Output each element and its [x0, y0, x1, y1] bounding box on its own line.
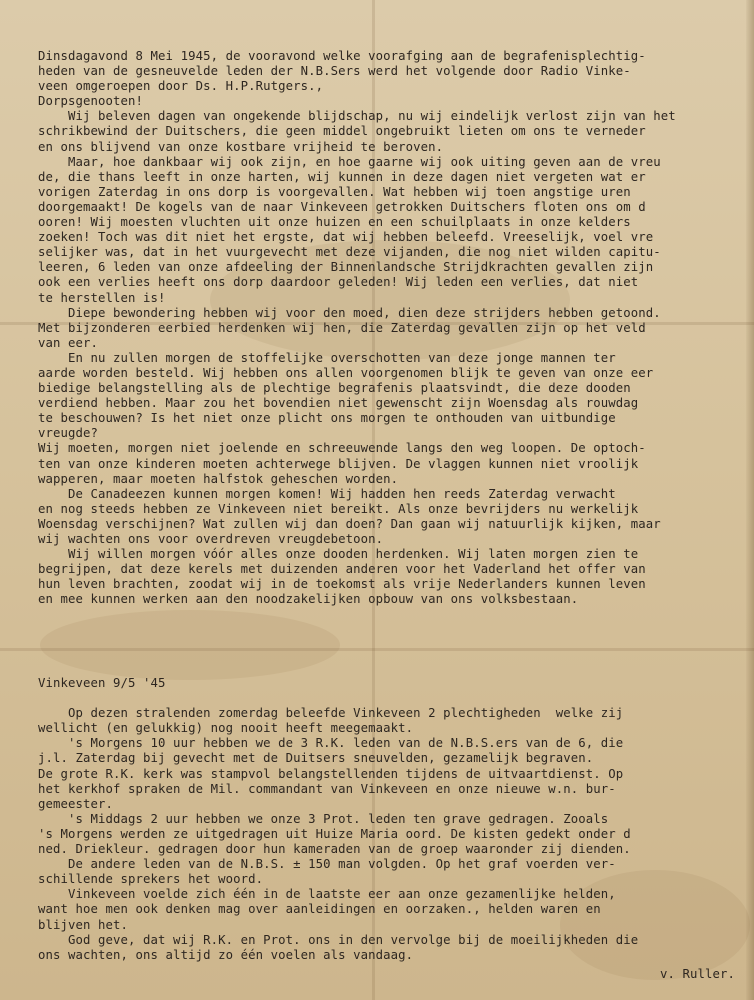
text-line: en nog steeds hebben ze Vinkeveen niet bereikt. Als onze bevrijders nu werkelijk — [38, 501, 639, 516]
text-line: vreugde? — [38, 426, 99, 441]
text-line: Wij willen morgen vóór alles onze dooden herdenken. Wij laten morgen zien te — [38, 547, 639, 562]
text-line: de, die thans leeft in onze harten, wij kunnen in deze dagen niet vergeten wat er — [38, 169, 646, 184]
text-line: De grote R.K. kerk was stampvol belangstellenden tijdens de uitvaartdienst. Op — [38, 766, 624, 781]
text-line: en mee kunnen werken aan den noodzakelijken opbouw van ons volksbestaan. — [38, 592, 579, 607]
text-line: te herstellen is! — [38, 290, 166, 305]
text-line: want hoe men ook denken mag over aanleidingen en oorzaken., helden waren en — [38, 902, 601, 917]
signature: v. Ruller. — [660, 967, 736, 981]
text-line: God geve, dat wij R.K. en Prot. ons in den vervolge bij de moeilijkheden die — [38, 932, 639, 947]
text-line: Dorpsgenooten! — [38, 94, 144, 109]
text-line: veen omgeroepen door Ds. H.P.Rutgers., — [38, 79, 324, 94]
text-line: en ons blijvend van onze kostbare vrijheid te beroven. — [38, 139, 444, 154]
text-line: wellicht (en gelukkig) nog nooit heeft meegemaakt. — [38, 721, 414, 736]
text-line: vorigen Zaterdag in ons dorp is voorgevallen. Wat hebben wij toen angstige uren — [38, 184, 631, 199]
text-line: 's Middags 2 uur hebben we onze 3 Prot. leden ten grave gedragen. Zooals — [38, 811, 609, 826]
text-line: begrijpen, dat deze kerels met duizenden anderen voor het Vaderland het offer van — [38, 562, 646, 577]
text-line: Vinkeveen 9/5 '45 — [38, 676, 166, 690]
paper-stain — [40, 610, 340, 680]
text-line: doorgemaakt! De kogels van de naar Vinkeveen getrokken Duitschers floten ons om d — [38, 199, 646, 214]
text-line: ooren! Wij moesten vluchten uit onze huizen en een schuilplaats in onze kelders — [38, 215, 631, 230]
text-line: te beschouwen? Is het niet onze plicht ons morgen te onthouden van uitbundige — [38, 411, 616, 426]
text-line: ons wachten, ons altijd zo één voelen als vandaag. — [38, 947, 414, 962]
text-line: leeren, 6 leden van onze afdeeling der Binnenlandsche Strijdkrachten gevallen zijn — [38, 260, 654, 275]
text-line: Wij moeten, morgen niet joelende en schreeuwende langs den weg loopen. De optoch- — [38, 441, 646, 456]
text-line: De andere leden van de N.B.S. ± 150 man volgden. Op het graf voerden ver- — [38, 857, 616, 872]
text-line: biedige belangstelling als de plechtige begrafenis plaatsvindt, die deze dooden — [38, 381, 631, 396]
text-line: Woensdag verschijnen? Wat zullen wij dan doen? Dan gaan wij natuurlijk kijken, maar — [38, 516, 661, 531]
text-line: Op dezen stralenden zomerdag beleefde Vinkeveen 2 plechtigheden welke zij — [38, 706, 624, 721]
text-line: 's Morgens 10 uur hebben we de 3 R.K. leden van de N.B.S.ers van de 6, die — [38, 736, 624, 751]
text-line: wij wachten ons voor overdreven vreugdebetoon. — [38, 532, 384, 546]
text-line: van eer. — [38, 335, 99, 350]
text-line: gemeester. — [38, 796, 114, 811]
text-line: ten van onze kinderen moeten achterwege blijven. De vlaggen kunnen niet vroolijk — [38, 456, 639, 471]
broadcast-text — [38, 49, 750, 607]
text-line: Vinkeveen voelde zich één in de laatste eer aan onze gezamenlijke helden, — [38, 887, 616, 902]
text-line: De Canadeezen kunnen morgen komen! Wij hadden hen reeds Zaterdag verwacht — [38, 486, 616, 501]
text-line: schrikbewind der Duitschers, die geen middel ongebruikt lieten om ons te verneder — [38, 124, 646, 139]
report-text — [38, 676, 750, 963]
text-line: selijker was, dat in het vuurgevecht met deze vijanden, die nog niet wilden capitu- — [38, 245, 661, 260]
text-line: Maar, hoe dankbaar wij ook zijn, en hoe gaarne wij ook uiting geven aan de vreu — [38, 154, 661, 169]
text-line — [38, 691, 750, 706]
text-line: j.l. Zaterdag bij gevecht met de Duitsers sneuvelden, gezamelijk begraven. — [38, 751, 594, 766]
text-line: Wij beleven dagen van ongekende blijdschap, nu wij eindelijk verlost zijn van het — [38, 109, 676, 124]
text-line: aarde worden besteld. Wij hebben ons allen voorgenomen blijk te geven van onze eer — [38, 365, 654, 380]
text-line: En nu zullen morgen de stoffelijke overschotten van deze jonge mannen ter — [38, 350, 616, 365]
text-line: zoeken! Toch was dit niet het ergste, dat wij hebben beleefd. Vreeselijk, voel vre — [38, 230, 654, 245]
text-line: heden van de gesneuvelde leden der N.B.Sers werd het volgende door Radio Vinke- — [38, 64, 631, 79]
text-line: Diepe bewondering hebben wij voor den moed, dien deze strijders hebben getoond. — [38, 305, 661, 320]
text-line: schillende sprekers het woord. — [38, 872, 264, 887]
text-line: 's Morgens werden ze uitgedragen uit Huize Maria oord. De kisten gedekt onder d — [38, 826, 631, 841]
text-line: verdiend hebben. Maar zou het bovendien niet gewenscht zijn Woensdag als rouwdag — [38, 396, 639, 411]
text-line: wapperen, maar moeten halfstok geheschen worden. — [38, 471, 399, 486]
text-line: hun leven brachten, zoodat wij in de toekomst als vrije Nederlanders kunnen leven — [38, 577, 646, 592]
text-line: Dinsdagavond 8 Mei 1945, de vooravond welke voorafging aan de begrafenisplechtig- — [38, 49, 646, 63]
text-line: het kerkhof spraken de Mil. commandant van Vinkeveen en onze nieuwe w.n. bur- — [38, 781, 616, 796]
paper-fold — [0, 648, 754, 651]
text-line: blijven het. — [38, 917, 129, 932]
text-line: ook een verlies heeft ons dorp daardoor geleden! Wij leden een verlies, dat niet — [38, 275, 639, 290]
text-line: Met bijzonderen eerbied herdenken wij hen, die Zaterdag gevallen zijn op het veld — [38, 320, 646, 335]
text-line: ned. Driekleur. gedragen door hun kameraden van de groep waaronder zij dienden. — [38, 842, 631, 857]
